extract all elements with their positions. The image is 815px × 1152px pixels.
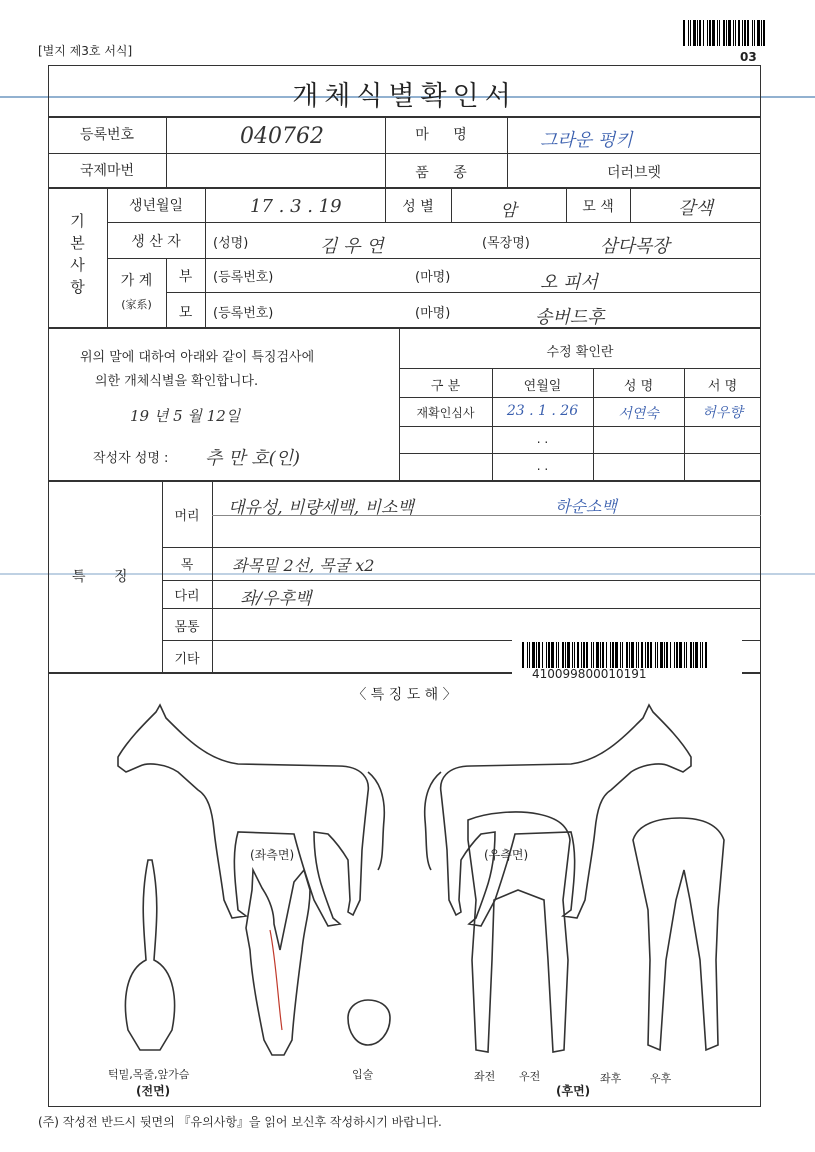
dam-name-label: (마명) bbox=[415, 306, 451, 321]
col-name: 성 명 bbox=[623, 379, 654, 394]
statement-line-1: 위의 말에 대하여 아래와 같이 특징검사에 bbox=[80, 350, 315, 365]
row3-date-placeholder: . . bbox=[536, 459, 549, 473]
lineage-label: 가 계 bbox=[120, 273, 153, 289]
lip-label: 입술 bbox=[352, 1068, 374, 1081]
footer-note: (주) 작성전 반드시 뒷면의 『유의사항』을 읽어 보신후 작성하시기 바랍니다. bbox=[38, 1115, 442, 1129]
col-category: 구 분 bbox=[430, 379, 461, 394]
diagram-title: 〈 특 징 도 해 〉 bbox=[352, 687, 457, 703]
sire-label: 부 bbox=[178, 269, 193, 285]
legs-value: 좌/우후백 bbox=[240, 589, 312, 609]
horse-diagram bbox=[48, 700, 761, 1105]
rear-label: (후면) bbox=[556, 1084, 591, 1098]
writer-name: 추 만 호(인) bbox=[205, 448, 301, 469]
col-sign: 서 명 bbox=[707, 379, 738, 394]
birth-label: 생년월일 bbox=[128, 198, 184, 214]
top-barcode bbox=[683, 20, 767, 46]
row1-category: 재확인심사 bbox=[416, 406, 475, 420]
head-value: 대유성, 비량세백, 비소백 bbox=[228, 498, 414, 518]
registration-number: 040762 bbox=[240, 124, 324, 149]
farm-label: (목장명) bbox=[482, 236, 530, 251]
left-side-label: (좌측면) bbox=[250, 848, 295, 862]
row2-date-placeholder: . . bbox=[536, 432, 549, 446]
producer-label: 생 산 자 bbox=[131, 234, 181, 250]
owner-name: 김 우 연 bbox=[320, 236, 384, 257]
horse-name: 그라운 펑키 bbox=[540, 130, 633, 151]
row1-name: 서연숙 bbox=[618, 406, 659, 422]
dam-reg-label: (등록번호) bbox=[213, 306, 274, 321]
row1-sign: 허우향 bbox=[702, 405, 743, 421]
horse-name-label: 마 명 bbox=[415, 127, 477, 143]
color-label: 모 색 bbox=[582, 199, 614, 215]
registration-label: 등록번호 bbox=[79, 127, 135, 143]
front-caption: 턱밑,목줄,앞가슴 bbox=[108, 1068, 190, 1081]
col-date: 연월일 bbox=[523, 379, 562, 394]
breed-label: 품 종 bbox=[415, 165, 477, 181]
neck-label: 목 bbox=[180, 558, 194, 573]
coat-color: 갈색 bbox=[678, 198, 713, 219]
dam-label: 모 bbox=[178, 305, 193, 321]
sire-name-label: (마명) bbox=[415, 270, 451, 285]
dam-name: 송버드후 bbox=[535, 307, 605, 328]
correction-title: 수정 확인란 bbox=[546, 345, 614, 360]
neck-value: 좌목밑 2선, 목굴 x2 bbox=[232, 556, 375, 575]
basic-section-label: 기 본 사 항 bbox=[70, 212, 85, 296]
body-label: 몸통 bbox=[174, 620, 200, 635]
right-hind-label: 우후 bbox=[650, 1072, 672, 1085]
head-extra: 하순소백 bbox=[555, 497, 617, 516]
page-title: 개체식별확인서 bbox=[292, 81, 517, 112]
breed: 더러브렛 bbox=[606, 165, 662, 181]
barcode-number: 410099800010191 bbox=[532, 667, 647, 681]
right-front-label: 우전 bbox=[519, 1070, 541, 1083]
lineage-hanja: (家系) bbox=[121, 298, 152, 311]
statement-line-2: 의한 개체식별을 확인합니다. bbox=[95, 374, 259, 389]
writer-label: 작성자 성명 : bbox=[93, 451, 169, 466]
form-code: [별지 제3호 서식] bbox=[38, 44, 133, 58]
sire-reg-label: (등록번호) bbox=[213, 270, 274, 285]
legs-label: 다리 bbox=[174, 589, 200, 604]
farm-name: 삼다목장 bbox=[600, 236, 670, 257]
row1-date: 23 . 1 . 26 bbox=[506, 403, 579, 419]
left-front-label: 좌전 bbox=[474, 1070, 496, 1083]
left-hind-label: 좌후 bbox=[600, 1072, 622, 1085]
owner-label: (성명) bbox=[213, 236, 249, 251]
features-section-label: 특 징 bbox=[72, 569, 140, 585]
page-number: 03 bbox=[740, 50, 757, 64]
right-side-label: (우측면) bbox=[484, 848, 529, 862]
front-label: (전면) bbox=[136, 1084, 171, 1098]
confirm-date: 19 년 5 월 12일 bbox=[130, 407, 241, 425]
intl-number-label: 국제마번 bbox=[79, 163, 135, 179]
sex: 암 bbox=[500, 201, 517, 221]
birth-date: 17 . 3 . 19 bbox=[250, 196, 342, 217]
other-label: 기타 bbox=[174, 652, 200, 667]
sticker-barcode bbox=[522, 642, 709, 668]
head-label: 머리 bbox=[174, 509, 200, 524]
sire-name: 오 피서 bbox=[540, 272, 598, 293]
sex-label: 성 별 bbox=[402, 199, 434, 215]
